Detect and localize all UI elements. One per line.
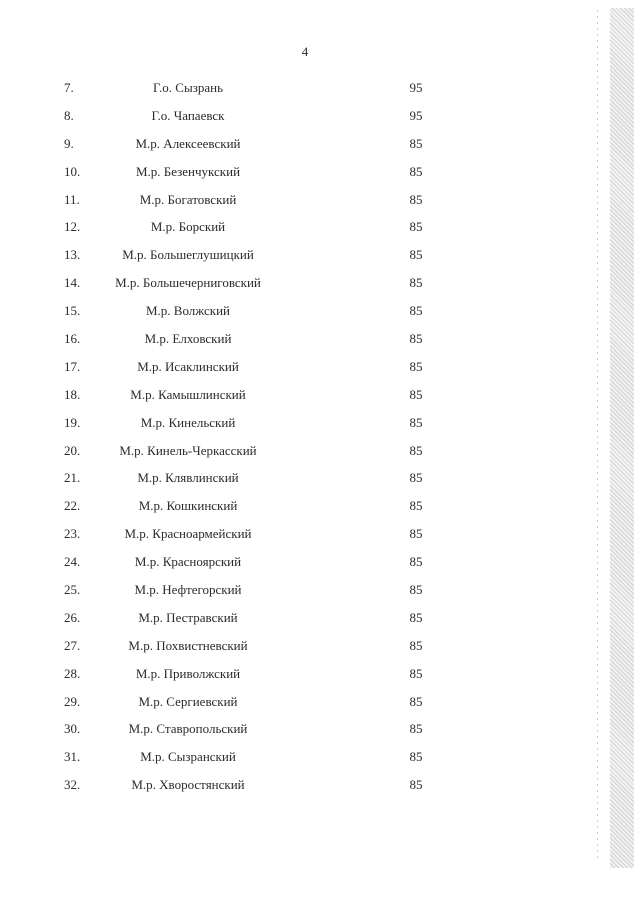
municipality-name: М.р. Клявлинский	[137, 470, 239, 486]
row-number: 8.	[64, 107, 74, 123]
row-number: 26.	[64, 609, 81, 625]
table-row	[0, 409, 560, 437]
municipality-name: М.р. Сергиевский	[138, 693, 238, 709]
table-row	[0, 715, 560, 743]
table-row	[0, 297, 560, 325]
municipality-name: М.р. Похвистневский	[128, 637, 248, 653]
row-value: 85	[409, 414, 423, 430]
table-row	[0, 464, 560, 492]
row-number: 19.	[64, 414, 81, 430]
municipality-name: М.р. Большеглушицкий	[122, 247, 254, 263]
table-row	[0, 186, 560, 214]
municipality-name: М.р. Красноармейский	[124, 526, 252, 542]
municipality-table	[0, 74, 560, 799]
table-row	[0, 660, 560, 688]
row-number: 27.	[64, 637, 81, 653]
row-value: 85	[409, 498, 423, 514]
row-number: 10.	[64, 163, 81, 179]
table-row	[0, 102, 560, 130]
row-value: 85	[409, 247, 423, 263]
row-number: 24.	[64, 554, 81, 570]
municipality-name: М.р. Приволжский	[135, 665, 241, 681]
table-row	[0, 604, 560, 632]
table-row	[0, 632, 560, 660]
table-row	[0, 353, 560, 381]
municipality-name: М.р. Волжский	[145, 303, 231, 319]
row-number: 31.	[64, 749, 81, 765]
municipality-name: М.р. Сызранский	[140, 749, 236, 765]
row-number: 12.	[64, 219, 81, 235]
row-value: 85	[409, 331, 423, 347]
row-value: 85	[409, 526, 423, 542]
row-value: 85	[409, 554, 423, 570]
row-number: 23.	[64, 526, 81, 542]
table-row	[0, 771, 560, 799]
row-value: 85	[409, 693, 423, 709]
row-value: 95	[409, 107, 423, 123]
row-value: 85	[409, 191, 423, 207]
table-row	[0, 241, 560, 269]
municipality-name: М.р. Елховский	[144, 331, 232, 347]
row-value: 85	[409, 470, 423, 486]
table-row	[0, 437, 560, 465]
municipality-name: М.р. Камышлинский	[130, 386, 246, 402]
row-number: 13.	[64, 247, 81, 263]
row-number: 29.	[64, 693, 81, 709]
row-number: 25.	[64, 582, 81, 598]
row-value: 85	[409, 135, 423, 151]
row-value: 85	[409, 721, 423, 737]
table-row	[0, 576, 560, 604]
row-value: 85	[409, 777, 423, 793]
row-value: 85	[409, 665, 423, 681]
row-value: 85	[409, 275, 423, 291]
table-row	[0, 381, 560, 409]
row-number: 15.	[64, 303, 81, 319]
table-row	[0, 520, 560, 548]
row-number: 17.	[64, 358, 81, 374]
row-number: 18.	[64, 386, 81, 402]
municipality-name: М.р. Богатовский	[139, 191, 237, 207]
row-value: 85	[409, 749, 423, 765]
row-number: 20.	[64, 442, 81, 458]
municipality-name: М.р. Пестравский	[138, 609, 238, 625]
municipality-name: Г.о. Чапаевск	[151, 107, 225, 123]
row-value: 85	[409, 582, 423, 598]
row-value: 85	[409, 386, 423, 402]
municipality-name: М.р. Исаклинский	[137, 358, 239, 374]
municipality-name: М.р. Кинельский	[140, 414, 236, 430]
row-value: 85	[409, 163, 423, 179]
table-row	[0, 74, 560, 102]
row-value: 85	[409, 637, 423, 653]
municipality-name: М.р. Ставропольский	[128, 721, 248, 737]
scan-artifact-line	[597, 10, 598, 860]
scan-artifact-edge	[610, 8, 634, 868]
table-row	[0, 492, 560, 520]
table-row	[0, 688, 560, 716]
row-number: 11.	[64, 191, 80, 207]
municipality-name: М.р. Нефтегорский	[134, 582, 242, 598]
row-value: 85	[409, 219, 423, 235]
row-number: 14.	[64, 275, 81, 291]
table-row	[0, 743, 560, 771]
municipality-name: М.р. Хворостянский	[131, 777, 245, 793]
row-value: 85	[409, 303, 423, 319]
table-row	[0, 130, 560, 158]
row-value: 85	[409, 442, 423, 458]
municipality-name: Г.о. Сызрань	[153, 80, 223, 95]
row-number: 9.	[64, 135, 74, 151]
municipality-name: М.р. Кошкинский	[138, 498, 238, 514]
row-value: 95	[409, 80, 423, 95]
page-number: 4	[301, 44, 309, 59]
table-row	[0, 548, 560, 576]
row-number: 30.	[64, 721, 81, 737]
table-row	[0, 213, 560, 241]
municipality-name: М.р. Безенчукский	[135, 163, 241, 179]
row-number: 22.	[64, 498, 81, 514]
row-number: 21.	[64, 470, 81, 486]
table-row	[0, 158, 560, 186]
row-number: 32.	[64, 777, 81, 793]
municipality-name: М.р. Борский	[150, 219, 226, 235]
row-number: 7.	[64, 80, 74, 95]
municipality-name: М.р. Кинель-Черкасский	[119, 442, 257, 458]
municipality-name: М.р. Алексеевский	[135, 135, 241, 151]
row-value: 85	[409, 358, 423, 374]
row-number: 28.	[64, 665, 81, 681]
municipality-name: М.р. Красноярский	[134, 554, 242, 570]
row-number: 16.	[64, 331, 81, 347]
table-row	[0, 325, 560, 353]
table-row	[0, 269, 560, 297]
municipality-name: М.р. Большечерниговский	[115, 275, 261, 291]
row-value: 85	[409, 609, 423, 625]
